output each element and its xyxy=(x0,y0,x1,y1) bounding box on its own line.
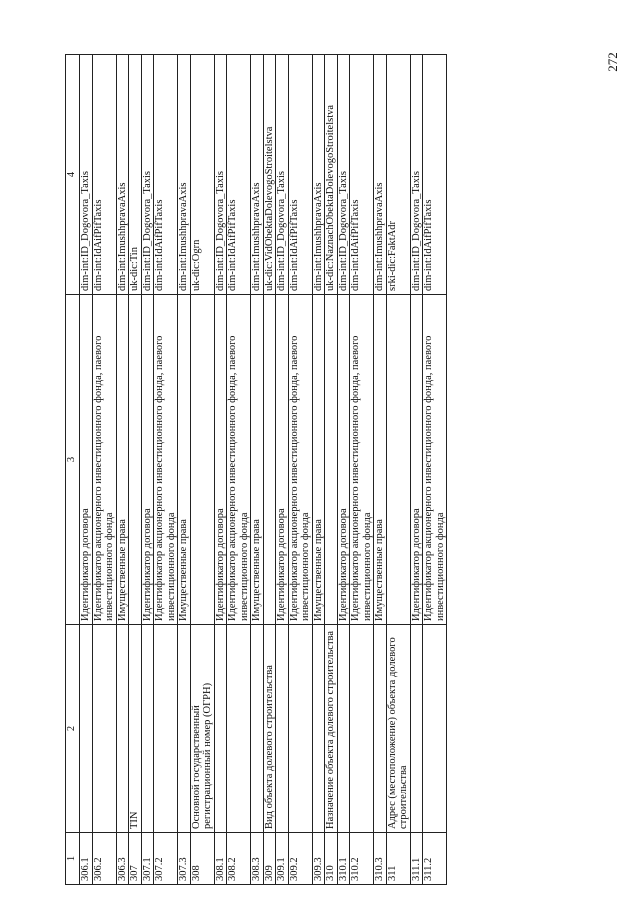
row-code-cell: dim-int:ImushhpravaAxis xyxy=(178,55,191,295)
row-code-cell: dim-int:ImushhpravaAxis xyxy=(374,55,387,295)
row-name-cell xyxy=(116,625,129,833)
table-row xyxy=(129,55,142,885)
row-name-cell: TIN xyxy=(129,625,142,833)
row-code-cell: dim-int:ID_Dogovora_Taxis xyxy=(80,55,93,295)
row-description-cell: Идентификатор договора xyxy=(141,295,154,625)
row-description-cell: Идентификатор договора xyxy=(80,295,93,625)
row-description-cell: Имущественные права xyxy=(374,295,387,625)
row-number-cell: 309 xyxy=(263,833,276,885)
row-description-cell: Имущественные права xyxy=(312,295,325,625)
row-name-cell xyxy=(337,625,350,833)
table-row xyxy=(312,55,325,885)
table-row xyxy=(263,55,276,885)
row-code-cell: dim-int:IdAifPifTaxis xyxy=(154,55,178,295)
row-code-cell: dim-int:ImushhpravaAxis xyxy=(312,55,325,295)
row-name-cell xyxy=(276,625,289,833)
row-name-cell xyxy=(214,625,227,833)
row-number-cell: 306.2 xyxy=(92,833,116,885)
row-number-cell: 311.2 xyxy=(423,833,447,885)
table-row xyxy=(276,55,289,885)
row-code-cell: dim-int:IdAifPifTaxis xyxy=(92,55,116,295)
table-row xyxy=(288,55,312,885)
row-name-cell xyxy=(374,625,387,833)
row-name-cell xyxy=(178,625,191,833)
row-description-cell: Идентификатор акционерного инвестиционного фонда, паевого инвестиционного фонда xyxy=(154,295,178,625)
row-number-cell: 307.3 xyxy=(178,833,191,885)
page-number: 272 xyxy=(605,52,620,72)
table-row xyxy=(178,55,191,885)
row-code-cell: dim-int:ID_Dogovora_Taxis xyxy=(276,55,289,295)
row-name-cell xyxy=(350,625,374,833)
row-number-cell: 308.1 xyxy=(214,833,227,885)
row-description-cell xyxy=(325,295,338,625)
column-header: 3 xyxy=(66,295,80,625)
data-table xyxy=(65,54,447,885)
table-row xyxy=(80,55,93,885)
table-body xyxy=(80,55,447,885)
row-code-cell: srki-dic:FaktAdr xyxy=(386,55,410,295)
row-code-cell: dim-int:IdAifPifTaxis xyxy=(227,55,251,295)
table-row xyxy=(141,55,154,885)
row-name-cell xyxy=(80,625,93,833)
row-description-cell: Идентификатор договора xyxy=(337,295,350,625)
table-row xyxy=(423,55,447,885)
row-description-cell: Идентификатор договора xyxy=(276,295,289,625)
column-header: 4 xyxy=(66,55,80,295)
row-number-cell: 308.2 xyxy=(227,833,251,885)
row-description-cell xyxy=(263,295,276,625)
row-description-cell: Идентификатор акционерного инвестиционного фонда, паевого инвестиционного фонда xyxy=(288,295,312,625)
table-row xyxy=(337,55,350,885)
table-row xyxy=(116,55,129,885)
row-number-cell: 311 xyxy=(386,833,410,885)
row-name-cell: Основной государственный регистрационный номер (ОГРН) xyxy=(190,625,214,833)
row-description-cell: Имущественные права xyxy=(251,295,264,625)
column-header: 2 xyxy=(66,625,80,833)
row-code-cell: uk-dic:NaznachObektaDolevogoStroitelstva xyxy=(325,55,338,295)
row-description-cell: Идентификатор договора xyxy=(410,295,423,625)
table-row xyxy=(190,55,214,885)
row-code-cell: uk-dic:VidObektaDolevogoStroitelstva xyxy=(263,55,276,295)
row-code-cell: dim-int:IdAifPifTaxis xyxy=(350,55,374,295)
row-description-cell: Идентификатор акционерного инвестиционного фонда, паевого инвестиционного фонда xyxy=(92,295,116,625)
table-row xyxy=(374,55,387,885)
row-name-cell xyxy=(288,625,312,833)
row-name-cell: Адрес (местоположение) объекта долевого строительства xyxy=(386,625,410,833)
row-number-cell: 308.3 xyxy=(251,833,264,885)
row-description-cell xyxy=(386,295,410,625)
table-row xyxy=(410,55,423,885)
row-name-cell xyxy=(312,625,325,833)
row-number-cell: 310.2 xyxy=(350,833,374,885)
row-description-cell: Имущественные права xyxy=(178,295,191,625)
row-name-cell: Назначение объекта долевого строительства xyxy=(325,625,338,833)
row-code-cell: dim-int:IdAifPifTaxis xyxy=(288,55,312,295)
row-number-cell: 311.1 xyxy=(410,833,423,885)
row-number-cell: 307.1 xyxy=(141,833,154,885)
row-code-cell: uk-dic:Tin xyxy=(129,55,142,295)
row-name-cell xyxy=(141,625,154,833)
row-code-cell: dim-int:ID_Dogovora_Taxis xyxy=(214,55,227,295)
row-number-cell: 307 xyxy=(129,833,142,885)
table-row xyxy=(227,55,251,885)
row-description-cell xyxy=(190,295,214,625)
row-code-cell: dim-int:IdAifPifTaxis xyxy=(423,55,447,295)
row-number-cell: 309.3 xyxy=(312,833,325,885)
table-row xyxy=(251,55,264,885)
row-number-cell: 306.1 xyxy=(80,833,93,885)
row-name-cell xyxy=(154,625,178,833)
row-description-cell: Идентификатор акционерного инвестиционного фонда, паевого инвестиционного фонда xyxy=(350,295,374,625)
row-description-cell xyxy=(129,295,142,625)
row-number-cell: 309.2 xyxy=(288,833,312,885)
row-number-cell: 306.3 xyxy=(116,833,129,885)
table-row xyxy=(92,55,116,885)
row-name-cell xyxy=(251,625,264,833)
row-name-cell: Вид объекта долевого строительства xyxy=(263,625,276,833)
rotated-table-container xyxy=(65,55,568,885)
table-row xyxy=(154,55,178,885)
row-code-cell: dim-int:ImushhpravaAxis xyxy=(116,55,129,295)
row-number-cell: 309.1 xyxy=(276,833,289,885)
row-name-cell xyxy=(410,625,423,833)
row-name-cell xyxy=(227,625,251,833)
row-description-cell: Идентификатор акционерного инвестиционного фонда, паевого инвестиционного фонда xyxy=(423,295,447,625)
table-row xyxy=(214,55,227,885)
row-name-cell xyxy=(423,625,447,833)
header-row xyxy=(66,55,80,885)
table-row xyxy=(350,55,374,885)
row-code-cell: uk-dic:Ogrn xyxy=(190,55,214,295)
row-description-cell: Идентификатор акционерного инвестиционного фонда, паевого инвестиционного фонда xyxy=(227,295,251,625)
row-code-cell: dim-int:ID_Dogovora_Taxis xyxy=(141,55,154,295)
table-row xyxy=(325,55,338,885)
row-number-cell: 308 xyxy=(190,833,214,885)
row-number-cell: 310.1 xyxy=(337,833,350,885)
row-number-cell: 310.3 xyxy=(374,833,387,885)
row-number-cell: 307.2 xyxy=(154,833,178,885)
column-header: 1 xyxy=(66,833,80,885)
row-code-cell: dim-int:ID_Dogovora_Taxis xyxy=(410,55,423,295)
row-description-cell: Идентификатор договора xyxy=(214,295,227,625)
table-row xyxy=(386,55,410,885)
row-code-cell: dim-int:ImushhpravaAxis xyxy=(251,55,264,295)
row-description-cell: Имущественные права xyxy=(116,295,129,625)
row-code-cell: dim-int:ID_Dogovora_Taxis xyxy=(337,55,350,295)
row-number-cell: 310 xyxy=(325,833,338,885)
row-name-cell xyxy=(92,625,116,833)
